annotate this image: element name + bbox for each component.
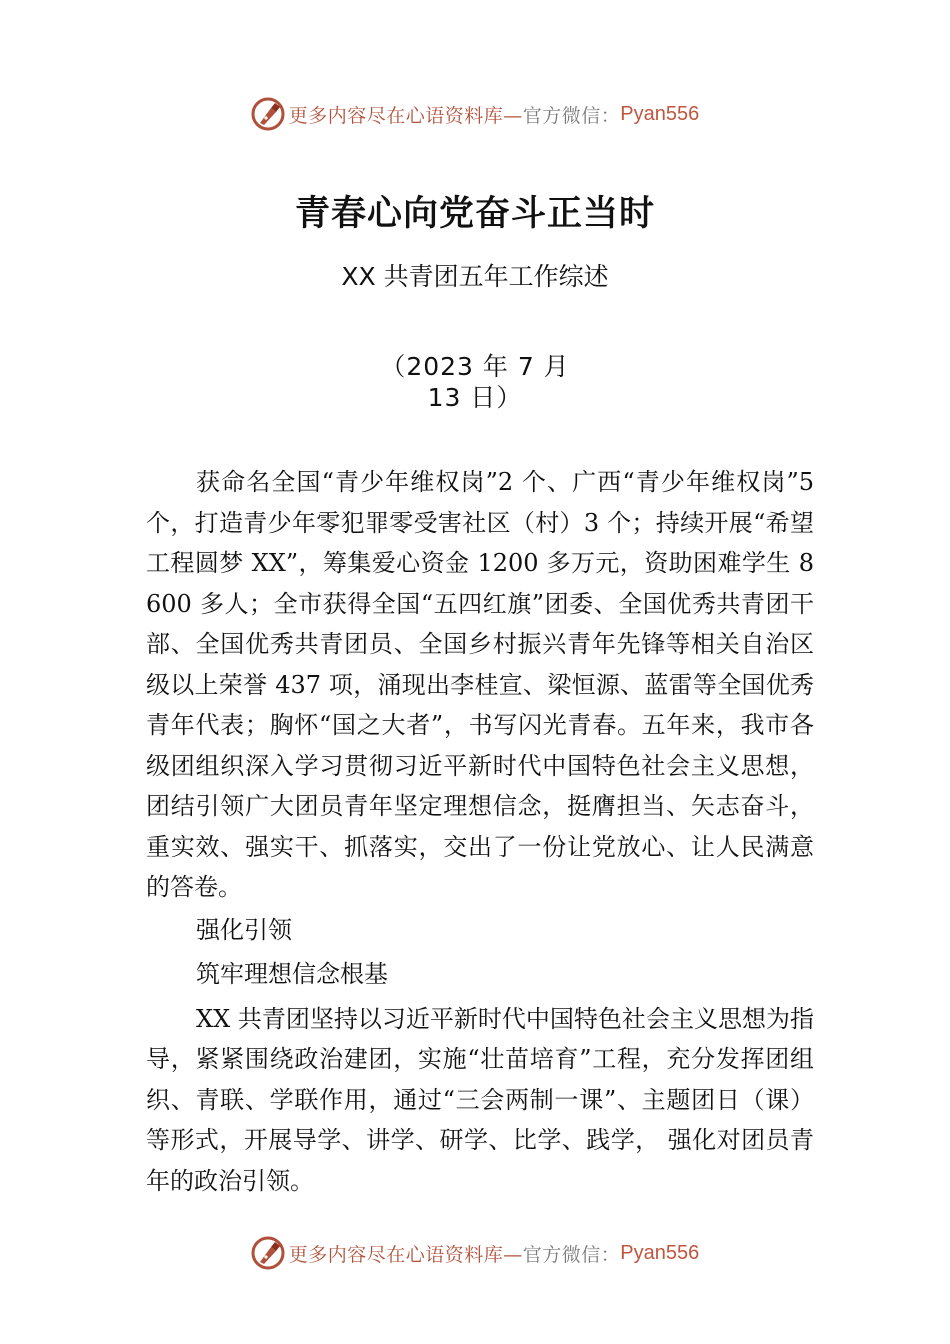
watermark-wechat-id: Pyan556 [620,102,700,125]
section-subheading: 筑牢理想信念根基 [196,960,388,988]
document-subtitle: XX 共青团五年工作综述 [341,262,609,291]
section-heading: 强化引领 [196,915,292,944]
footer-watermark-banner [0,1233,950,1273]
pen-nib-logo-icon [251,1236,285,1270]
header-watermark-banner [0,94,950,134]
document-title: 青春心向党奋斗正当时 [294,193,655,234]
document-body [146,462,814,1201]
body-paragraph: XX 共青团坚持以习近平新时代中国特色社会主义思想为指导，紧紧围绕政治建团，实施“壮苗培育”工程，充分发挥团组织、青联、学联作用，通过“三会两制一课”、主题团日（课）等形式，开展导学、讲学、研学、比学、践学， 强化对团员青年的政治引领。 [146,1004,814,1195]
watermark-wechat-label: 官方微信： [522,1243,621,1266]
pen-nib-logo-icon [251,97,285,131]
watermark-wechat-label: 官方微信： [522,104,621,127]
watermark-wechat-id: Pyan556 [620,1241,700,1264]
body-paragraph: 获命名全国“青少年维权岗”2 个、广西“青少年维权岗”5 个，打造青少年零犯罪零受害社区（村）3 个；持续开展“希望工程圆梦 XX”，筹集爱心资金 1200 多万元，资助困难学生 8600 多人；全市获得全国“五四红旗”团委、全国优秀共青团干部、全国优秀共青团员、全国乡村振兴青年先锋等相关自治区级以上荣誉 437 项，涌现出李桂宣、梁恒源、蓝雷等全国优秀青年代表；胸怀“国之大者”，书写闪光青春。五年来，我市各级团组织深入学习贯彻习近平新时代中国特色社会主义思想，团结引领广大团员青年坚定理想信念，挺膺担当、矢志奋斗，重实效、强实干、抓落实，交出了一份让党放心、让人民满意的答卷。 [146,468,814,901]
watermark-site-text: 更多内容尽在心语资料库— [288,1243,523,1266]
document-date: （2023 年 7 月 13 日） [380,352,570,412]
watermark-site-text: 更多内容尽在心语资料库— [288,104,523,127]
